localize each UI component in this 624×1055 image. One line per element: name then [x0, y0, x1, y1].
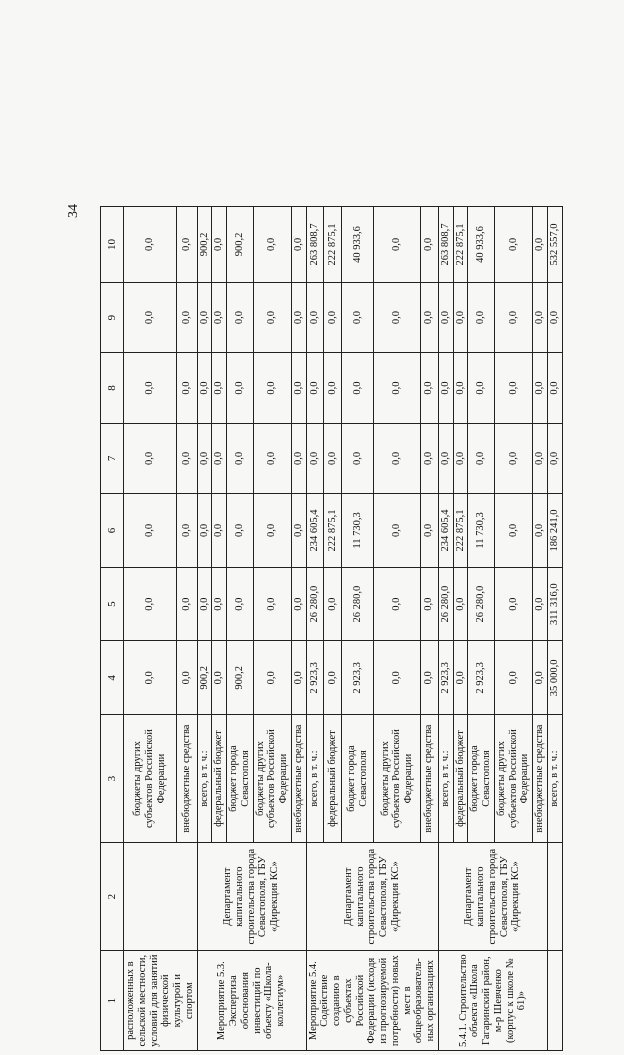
amount-cell: 0,0	[197, 423, 212, 493]
amount-cell: 0,0	[324, 567, 342, 641]
empty-cell	[547, 842, 562, 950]
funding-source-cell: бюджет города Севастополя	[468, 715, 495, 843]
header-cell: 1	[101, 951, 124, 1051]
funding-source-cell: федеральный бюджет	[212, 715, 227, 843]
header-cell: 7	[101, 423, 124, 493]
funding-source-cell: федеральный бюджет	[324, 715, 342, 843]
amount-cell: 0,0	[227, 282, 254, 352]
amount-cell: 11 730,3	[468, 494, 495, 568]
amount-cell: 900,2	[197, 641, 212, 715]
amount-cell: 2 923,3	[342, 641, 374, 715]
amount-cell: 0,0	[291, 494, 306, 568]
header-cell: 9	[101, 282, 124, 352]
funding-source-cell: бюджеты других субъектов Российской Федерации	[374, 715, 420, 843]
amount-cell: 0,0	[342, 353, 374, 423]
amount-cell: 0,0	[547, 423, 562, 493]
amount-cell: 0,0	[124, 641, 177, 715]
amount-cell: 900,2	[227, 207, 254, 283]
amount-cell: 222 875,1	[453, 494, 468, 568]
amount-cell: 0,0	[124, 423, 177, 493]
amount-cell: 0,0	[420, 423, 438, 493]
amount-cell: 900,2	[227, 641, 254, 715]
amount-cell: 0,0	[494, 567, 532, 641]
executor-cell	[124, 842, 198, 950]
amount-cell: 0,0	[253, 353, 291, 423]
amount-cell: 0,0	[533, 207, 548, 283]
amount-cell: 0,0	[212, 282, 227, 352]
amount-cell: 0,0	[468, 282, 495, 352]
amount-cell: 0,0	[324, 423, 342, 493]
amount-cell: 0,0	[420, 641, 438, 715]
funding-source-cell: бюджеты других субъектов Российской Федерации	[124, 715, 177, 843]
amount-cell: 0,0	[533, 282, 548, 352]
amount-cell: 0,0	[374, 641, 420, 715]
amount-cell: 0,0	[291, 567, 306, 641]
amount-cell: 263 808,7	[306, 207, 324, 283]
funding-source-cell: всего, в т. ч.:	[438, 715, 453, 843]
amount-cell: 0,0	[177, 353, 197, 423]
executor-cell: Департамент капитального строительства города Севастополя, ГБУ «Дирекция КС»	[438, 842, 547, 950]
amount-cell: 0,0	[306, 353, 324, 423]
amount-cell: 0,0	[124, 567, 177, 641]
amount-cell: 0,0	[124, 353, 177, 423]
amount-cell: 0,0	[227, 494, 254, 568]
amount-cell: 0,0	[324, 353, 342, 423]
rotated-page	[60, 200, 565, 1055]
funding-source-cell: федеральный бюджет	[453, 715, 468, 843]
funding-source-cell: всего, в т. ч.:	[197, 715, 212, 843]
funding-source-cell: всего, в т. ч.:	[306, 715, 324, 843]
table-row	[124, 207, 177, 1051]
amount-cell: 0,0	[374, 353, 420, 423]
header-cell: 4	[101, 641, 124, 715]
amount-cell: 0,0	[533, 423, 548, 493]
amount-cell: 0,0	[494, 641, 532, 715]
funding-source-cell: всего, в т. ч.:	[547, 715, 562, 843]
header-cell: 3	[101, 715, 124, 843]
amount-cell: 900,2	[197, 207, 212, 283]
amount-cell: 0,0	[494, 207, 532, 283]
amount-cell: 222 875,1	[324, 207, 342, 283]
funding-source-cell: внебюджетные средства	[533, 715, 548, 843]
amount-cell: 0,0	[494, 282, 532, 352]
amount-cell: 186 241,0	[547, 494, 562, 568]
amount-cell: 0,0	[374, 423, 420, 493]
amount-cell: 0,0	[438, 423, 453, 493]
amount-cell: 0,0	[306, 423, 324, 493]
funding-source-cell: бюджеты других субъектов Российской Федерации	[494, 715, 532, 843]
amount-cell: 0,0	[547, 282, 562, 352]
amount-cell: 0,0	[177, 282, 197, 352]
amount-cell: 26 280,0	[306, 567, 324, 641]
table-row	[547, 207, 562, 1051]
amount-cell: 222 875,1	[453, 207, 468, 283]
activity-name-cell: Мероприятие 5.4. Содействие созданию в субъектах Российской Федерации (исходя из прогнозируемой потребности) новых мест в общеобразователь-ных организациях	[306, 951, 438, 1051]
amount-cell: 40 933,6	[468, 207, 495, 283]
amount-cell: 0,0	[324, 282, 342, 352]
amount-cell: 0,0	[420, 353, 438, 423]
amount-cell: 0,0	[438, 353, 453, 423]
amount-cell: 0,0	[453, 567, 468, 641]
funding-source-cell: внебюджетные средства	[291, 715, 306, 843]
amount-cell: 0,0	[212, 207, 227, 283]
amount-cell: 0,0	[177, 494, 197, 568]
amount-cell: 0,0	[227, 567, 254, 641]
amount-cell: 0,0	[468, 423, 495, 493]
amount-cell: 0,0	[420, 494, 438, 568]
amount-cell: 0,0	[177, 641, 197, 715]
amount-cell: 0,0	[547, 353, 562, 423]
funding-source-cell: бюджет города Севастополя	[342, 715, 374, 843]
amount-cell: 26 280,0	[342, 567, 374, 641]
amount-cell: 234 605,4	[306, 494, 324, 568]
amount-cell: 0,0	[227, 353, 254, 423]
amount-cell: 0,0	[453, 353, 468, 423]
table-row	[197, 207, 212, 1051]
budget-table	[100, 206, 563, 1051]
amount-cell: 0,0	[438, 282, 453, 352]
amount-cell: 26 280,0	[438, 567, 453, 641]
amount-cell: 0,0	[124, 494, 177, 568]
amount-cell: 0,0	[291, 282, 306, 352]
table-row	[438, 207, 453, 1051]
amount-cell: 2 923,3	[438, 641, 453, 715]
amount-cell: 234 605,4	[438, 494, 453, 568]
amount-cell: 0,0	[533, 567, 548, 641]
amount-cell: 2 923,3	[306, 641, 324, 715]
amount-cell: 0,0	[453, 282, 468, 352]
amount-cell: 0,0	[494, 423, 532, 493]
amount-cell: 0,0	[453, 423, 468, 493]
amount-cell: 0,0	[253, 282, 291, 352]
amount-cell: 26 280,0	[468, 567, 495, 641]
amount-cell: 0,0	[197, 567, 212, 641]
amount-cell: 263 808,7	[438, 207, 453, 283]
amount-cell: 0,0	[342, 282, 374, 352]
amount-cell: 0,0	[227, 423, 254, 493]
header-cell: 2	[101, 842, 124, 950]
amount-cell: 0,0	[494, 353, 532, 423]
amount-cell: 2 923,3	[468, 641, 495, 715]
amount-cell: 0,0	[453, 641, 468, 715]
activity-name-cell: расположенных в сельской местности, условий для занятий физической культурой и спортом	[124, 951, 198, 1051]
amount-cell: 0,0	[533, 641, 548, 715]
amount-cell: 0,0	[253, 567, 291, 641]
amount-cell: 0,0	[420, 282, 438, 352]
header-cell: 8	[101, 353, 124, 423]
amount-cell: 0,0	[212, 494, 227, 568]
amount-cell: 0,0	[253, 641, 291, 715]
amount-cell: 0,0	[177, 207, 197, 283]
amount-cell: 0,0	[212, 641, 227, 715]
header-cell: 6	[101, 494, 124, 568]
amount-cell: 0,0	[177, 567, 197, 641]
executor-cell: Департамент капитального строительства города Севастополя, ГБУ «Дирекция КС»	[306, 842, 438, 950]
amount-cell: 0,0	[253, 423, 291, 493]
amount-cell: 35 000,0	[547, 641, 562, 715]
header-cell: 5	[101, 567, 124, 641]
amount-cell: 0,0	[291, 641, 306, 715]
amount-cell: 0,0	[212, 567, 227, 641]
amount-cell: 0,0	[291, 207, 306, 283]
executor-cell: Департамент капитального строительства города Севастополя, ГБУ «Дирекция КС»	[197, 842, 306, 950]
amount-cell: 222 875,1	[324, 494, 342, 568]
table-body	[124, 207, 563, 1051]
amount-cell: 0,0	[124, 207, 177, 283]
amount-cell: 0,0	[197, 282, 212, 352]
page-number: 34	[66, 204, 81, 218]
amount-cell: 0,0	[533, 494, 548, 568]
table-row	[306, 207, 324, 1051]
funding-source-cell: бюджет города Севастополя	[227, 715, 254, 843]
activity-name-cell: Мероприятие 5.3. Экспертиза обоснования инвестиций по объекту «Школа-коллегиум»	[197, 951, 306, 1051]
amount-cell: 0,0	[420, 567, 438, 641]
funding-source-cell: бюджеты других субъектов Российской Федерации	[253, 715, 291, 843]
amount-cell: 0,0	[212, 423, 227, 493]
amount-cell: 0,0	[374, 207, 420, 283]
amount-cell: 0,0	[420, 207, 438, 283]
amount-cell: 0,0	[374, 567, 420, 641]
amount-cell: 0,0	[374, 494, 420, 568]
amount-cell: 0,0	[177, 423, 197, 493]
empty-cell	[547, 951, 562, 1051]
amount-cell: 0,0	[291, 353, 306, 423]
amount-cell: 0,0	[494, 494, 532, 568]
amount-cell: 0,0	[306, 282, 324, 352]
amount-cell: 0,0	[533, 353, 548, 423]
amount-cell: 0,0	[197, 353, 212, 423]
header-cell: 10	[101, 207, 124, 283]
amount-cell: 0,0	[124, 282, 177, 352]
amount-cell: 0,0	[212, 353, 227, 423]
amount-cell: 11 730,3	[342, 494, 374, 568]
amount-cell: 532 557,0	[547, 207, 562, 283]
amount-cell: 0,0	[342, 423, 374, 493]
amount-cell: 40 933,6	[342, 207, 374, 283]
funding-source-cell: внебюджетные средства	[420, 715, 438, 843]
amount-cell: 311 316,0	[547, 567, 562, 641]
amount-cell: 0,0	[253, 207, 291, 283]
funding-source-cell: внебюджетные средства	[177, 715, 197, 843]
amount-cell: 0,0	[324, 641, 342, 715]
amount-cell: 0,0	[374, 282, 420, 352]
amount-cell: 0,0	[468, 353, 495, 423]
amount-cell: 0,0	[253, 494, 291, 568]
amount-cell: 0,0	[291, 423, 306, 493]
activity-name-cell: 5.4.1. Строительство объекта «Школа Гагаринский район, м-р Шевченко (корпус к школе № 61)»	[438, 951, 547, 1051]
amount-cell: 0,0	[197, 494, 212, 568]
header-row	[101, 207, 124, 1051]
